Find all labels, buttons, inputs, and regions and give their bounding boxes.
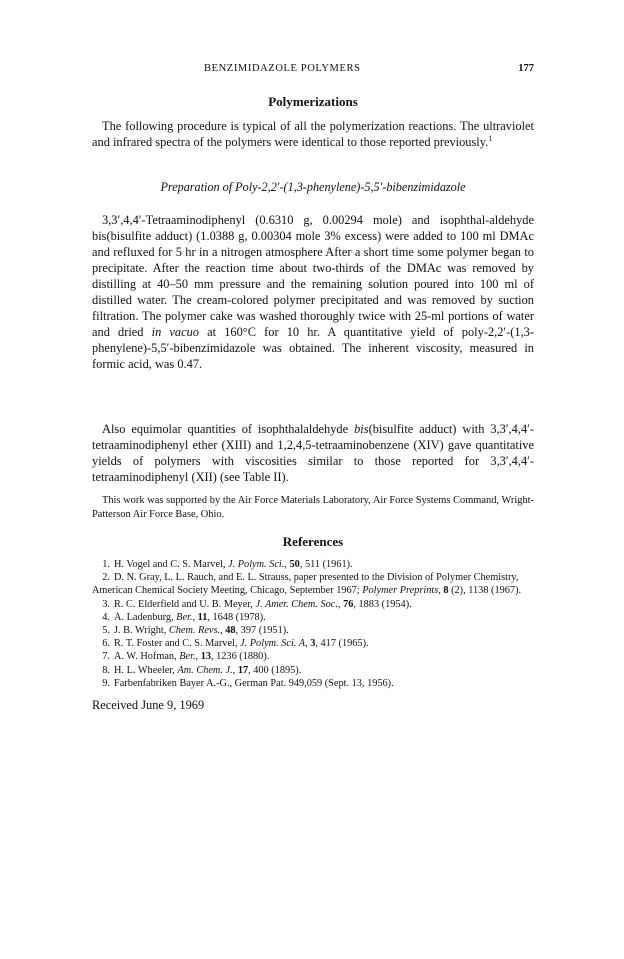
reference-sep: , xyxy=(220,625,226,637)
reference-journal: Am. Chem. J. xyxy=(177,664,233,676)
reference-number: 3. xyxy=(102,598,110,610)
second-paragraph xyxy=(92,421,534,485)
acknowledgment xyxy=(92,494,534,522)
reference-number: 8. xyxy=(102,664,110,676)
section-heading: Polymerizations xyxy=(268,94,358,109)
reference-number: 2. xyxy=(102,572,110,584)
reference-item xyxy=(92,650,534,663)
reference-authors: A. Ladenburg, xyxy=(114,611,177,623)
second-text-1: Also equimolar quantities of isophthalaldehyde xyxy=(102,422,355,436)
reference-pages: , 1648 (1978). xyxy=(207,611,266,623)
running-head-title: BENZIMIDAZOLE POLYMERS xyxy=(204,63,361,74)
reference-authors: R. T. Foster and C. S. Marvel, xyxy=(114,638,241,650)
reference-item xyxy=(92,558,534,571)
reference-volume: 13 xyxy=(200,651,211,663)
reference-authors: R. C. Elderfield and U. B. Meyer, xyxy=(114,598,256,610)
reference-volume: 50 xyxy=(289,559,300,570)
reference-item xyxy=(92,598,534,611)
reference-volume: 76 xyxy=(343,598,354,610)
reference-item xyxy=(92,637,534,650)
reference-pages: , 400 (1895). xyxy=(248,664,302,676)
reference-sep: , xyxy=(284,559,290,570)
procedure-italic: in vacuo xyxy=(151,325,199,339)
reference-sep: , xyxy=(195,651,201,663)
reference-sep: , xyxy=(305,638,311,650)
reference-sep: , xyxy=(337,598,344,610)
reference-number: 7. xyxy=(102,651,110,663)
intro-text: The following procedure is typical of all the polymerization reactions. The ultraviolet and infrared spectra of the polymers were identical to those reported previously. xyxy=(92,119,534,149)
reference-journal: J. Amer. Chem. Soc. xyxy=(255,598,338,610)
reference-pages: , 397 (1951). xyxy=(235,625,289,637)
reference-volume: 3 xyxy=(310,638,316,650)
reference-pages: , 417 (1965). xyxy=(315,638,369,650)
reference-number: 6. xyxy=(102,638,110,650)
reference-number: 4. xyxy=(102,611,110,623)
reference-pages: , 1883 (1954). xyxy=(353,598,412,610)
reference-journal: Chem. Revs. xyxy=(168,625,221,637)
reference-journal: Ber. xyxy=(179,651,196,663)
second-text-2: (bisulfite adduct) with 3,3′,4,4′-tetraaminodiphenyl ether (XIII) and 1,2,4,5-tetraaminobenzene (XIV) gave quantitative yields of polymers with viscosities similar to those reported for 3,3′,4,4′-tetraaminodiphenyl (XII) (see Table II). xyxy=(92,422,534,484)
procedure-text-1: 3,3′,4,4′-Tetraaminodiphenyl (0.6310 g, 0.00294 mole) and isophthal-aldehyde bis(bisulfite adduct) (1.0388 g, 0.00304 mole 3% excess) were added to 100 ml DMAc and refluxed for 5 hr in a nitrogen atmosphere After a short time some polymer began to precipitate. After the reaction time about two-thirds of the DMAc was removed by distilling at 40–50 mm pressure and the remaining solution poured into 100 ml of distilled water. The cream-colored polymer precipitated and was removed by suction filtration. The polymer cake was washed thoroughly twice with 25-ml portions of water and dried xyxy=(92,213,534,339)
reference-sep: , xyxy=(192,611,198,623)
page-number: 177 xyxy=(518,63,534,74)
reference-authors: H. L. Wheeler, xyxy=(114,664,178,676)
reference-journal: Polymer Preprints xyxy=(362,585,439,597)
sub-heading: Preparation of Poly-2,2′-(1,3-phenylene)-5,5′-bibenzimidazole xyxy=(160,180,466,194)
running-head xyxy=(92,63,534,77)
acknowledgment-text: This work was supported by the Air Force Materials Laboratory, Air Force Systems Command, Wright-Patterson Air Force Base, Ohio. xyxy=(92,495,534,520)
reference-number: 1. xyxy=(102,559,110,570)
reference-pages: , 511 (1961). xyxy=(299,559,353,570)
procedure-text-2: at 160°C for 10 hr. A quantitative yield of poly-2,2′-(1,3-phenylene)-5,5′-bibenzimidazole was obtained. The inherent viscosity, measured in formic acid, was 0.47. xyxy=(92,325,535,371)
reference-volume: 17 xyxy=(237,664,249,676)
reference-sep: , xyxy=(232,664,238,676)
intro-ref: 1 xyxy=(488,133,493,143)
reference-volume: 48 xyxy=(225,625,236,637)
reference-item xyxy=(92,624,534,637)
reference-sep: , xyxy=(438,585,444,597)
second-italic: bis xyxy=(354,422,369,436)
reference-authors: A. W. Hofman, xyxy=(114,651,180,663)
intro-paragraph xyxy=(92,118,534,150)
reference-list xyxy=(92,558,534,690)
reference-journal: J. Polym. Sci. A xyxy=(240,638,306,650)
reference-volume: 11 xyxy=(197,611,208,623)
references-heading: References xyxy=(282,534,344,549)
reference-authors: J. B. Wright, xyxy=(114,625,169,637)
reference-number: 5. xyxy=(102,625,110,637)
reference-item xyxy=(92,611,534,624)
reference-authors: Farbenfabriken Bayer A.-G., German Pat. 949,059 (Sept. 13, 1956). xyxy=(114,677,394,689)
reference-item xyxy=(92,677,534,690)
received-date: Received June 9, 1969 xyxy=(92,698,205,712)
reference-pages: , 1236 (1880). xyxy=(210,651,270,663)
reference-item xyxy=(92,664,534,677)
reference-volume: 8 xyxy=(443,585,449,597)
reference-authors: H. Vogel and C. S. Marvel, xyxy=(114,559,229,570)
procedure-paragraph xyxy=(92,212,534,372)
reference-authors: D. N. Gray, L. L. Rauch, and E. L. Strauss, paper presented to the Division of Polymer Chemistry, American Chemical Society Meeting, Chicago, September 1967; xyxy=(92,572,519,597)
reference-pages: (2), 1138 (1967). xyxy=(448,585,522,597)
reference-item xyxy=(92,571,534,597)
reference-journal: Ber. xyxy=(176,611,193,623)
reference-journal: J. Polym. Sci. xyxy=(228,559,285,570)
reference-number: 9. xyxy=(102,677,110,689)
